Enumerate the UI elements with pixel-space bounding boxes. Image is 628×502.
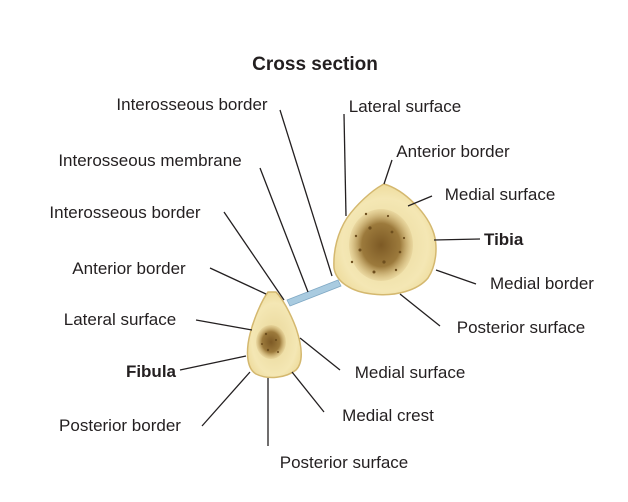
label-lateral-surface-tibia: Lateral surface — [348, 97, 462, 116]
label-interosseous-membrane: Interosseous membrane — [58, 151, 242, 170]
label-interosseous-border-tibia: Interosseous border — [116, 95, 268, 114]
figure-title: Cross section — [252, 54, 378, 75]
label-posterior-surface-fibula: Posterior surface — [279, 453, 409, 472]
label-interosseous-border-fibula: Interosseous border — [49, 203, 201, 222]
interosseous-membrane-shape — [287, 280, 341, 306]
label-fibula: Fibula — [125, 362, 176, 381]
label-lateral-surface-fibula: Lateral surface — [63, 310, 177, 329]
label-tibia: Tibia — [484, 230, 524, 249]
label-medial-crest: Medial crest — [342, 406, 434, 425]
label-medial-border-tibia: Medial border — [490, 274, 594, 293]
label-medial-surface-tibia: Medial surface — [444, 185, 556, 204]
tibia-marrow — [349, 209, 413, 281]
label-posterior-border-fibula: Posterior border — [59, 416, 181, 435]
label-medial-surface-fibula: Medial surface — [354, 363, 466, 382]
label-posterior-surface-tibia: Posterior surface — [456, 318, 586, 337]
label-anterior-border-tibia: Anterior border — [396, 142, 510, 161]
label-anterior-border-fibula: Anterior border — [72, 259, 186, 278]
fibula-marrow — [256, 325, 286, 359]
